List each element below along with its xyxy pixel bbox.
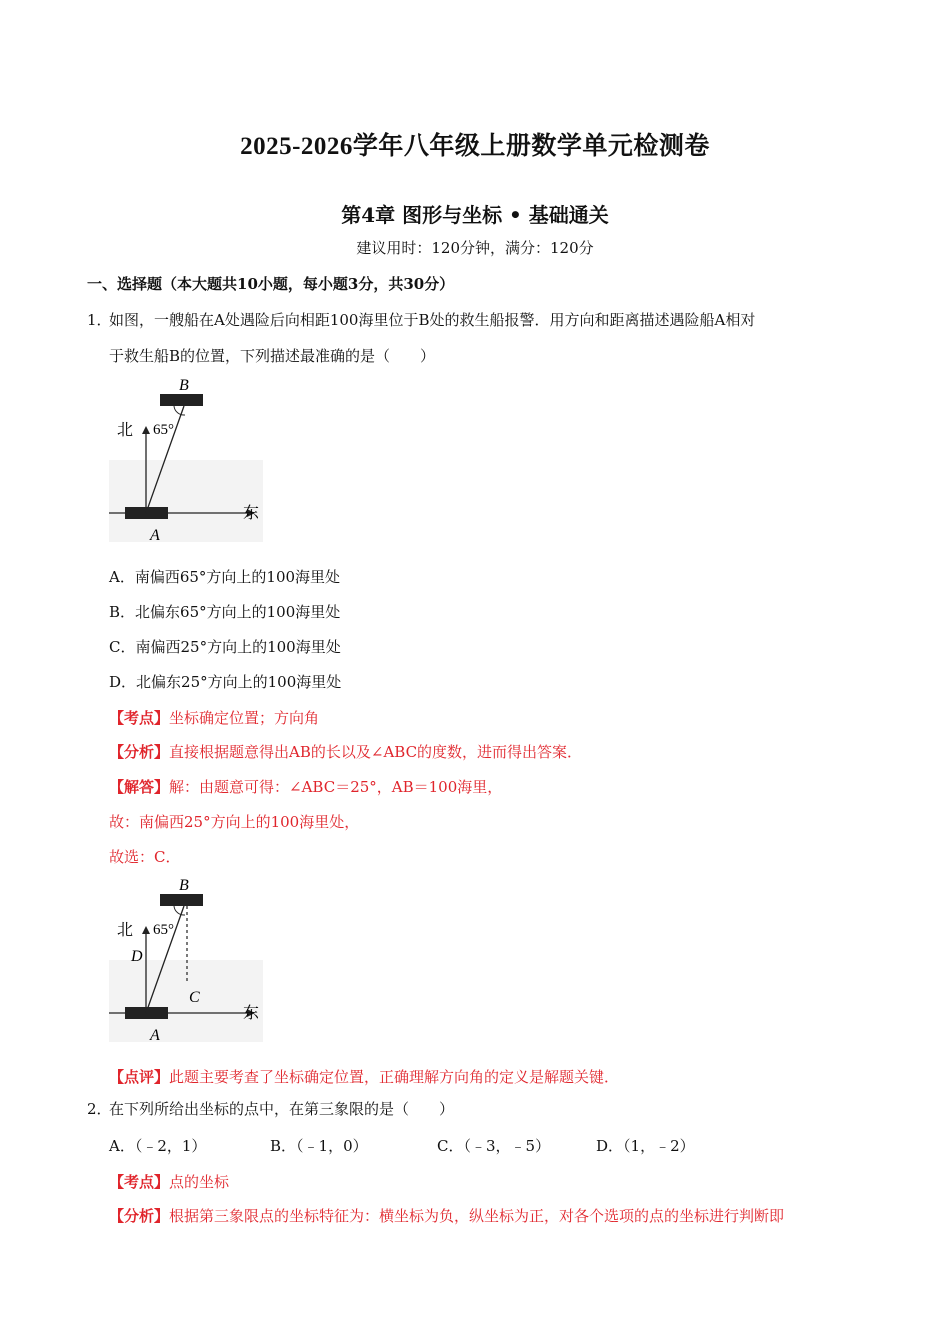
- kaodian-text: 坐标确定位置；方向角: [169, 709, 320, 727]
- question-text-line1: 如图，一艘船在A处遇险后向相距100海里位于B处的救生船报警．用方向和距离描述遇险船A相对: [109, 311, 756, 329]
- ship-b-marker: [160, 394, 203, 406]
- time-info: 建议用时：120分钟，满分：120分: [356, 239, 594, 257]
- q2-kaodian: [109, 1171, 229, 1192]
- fenxi-tag: 【分析】: [109, 743, 170, 761]
- question-text-line2: 于救生船B的位置，下列描述最准确的是（ ）: [109, 347, 436, 365]
- option-b: B．（﹣1，0）: [270, 1137, 368, 1155]
- label-east: 东: [243, 1005, 260, 1022]
- q1-kaodian: [109, 707, 319, 728]
- question-number: 1．: [87, 311, 112, 329]
- q1-dianping: [109, 1066, 619, 1087]
- north-arrowhead: [142, 426, 150, 434]
- label-a: A: [150, 527, 160, 544]
- label-east: 东: [243, 505, 260, 522]
- question-1: [87, 310, 867, 330]
- kaodian-tag: 【考点】: [109, 1173, 170, 1191]
- page-title: 2025-2026学年八年级上册数学单元检测卷: [240, 133, 710, 160]
- figure-ship-direction: [105, 372, 275, 544]
- question-number: 2．: [87, 1100, 112, 1118]
- q1-jieda: [109, 776, 502, 797]
- figure-solution: [105, 872, 275, 1044]
- q1-fenxi: [109, 741, 582, 762]
- option-a: A．南偏西65°方向上的100海里处: [109, 568, 341, 586]
- north-arrowhead: [142, 926, 150, 934]
- figure-background: [109, 960, 263, 1042]
- ship-b-marker: [160, 894, 203, 906]
- kaodian-text: 点的坐标: [169, 1173, 230, 1191]
- label-b: B: [179, 877, 189, 894]
- q2-options-row: [109, 1135, 809, 1157]
- label-angle: 65°: [153, 922, 174, 938]
- question-2: [87, 1099, 867, 1119]
- jieda-tag: 【解答】: [109, 778, 170, 796]
- option-c: C．南偏西25°方向上的100海里处: [109, 638, 341, 656]
- question-text: 在下列所给出坐标的点中，在第三象限的是（ ）: [109, 1100, 455, 1118]
- label-a: A: [150, 1027, 160, 1044]
- jieda-text: 解：由题意可得：∠ABC＝25°，AB＝100海里，: [169, 778, 503, 796]
- figure-background: [109, 460, 263, 542]
- section-heading: 一、选择题（本大题共10小题，每小题3分，共30分）: [87, 275, 455, 293]
- option-d: D．北偏东25°方向上的100海里处: [109, 673, 342, 691]
- kaodian-tag: 【考点】: [109, 709, 170, 727]
- label-north: 北: [117, 422, 134, 439]
- label-north: 北: [117, 922, 134, 939]
- q1-answer: 故选：C．: [109, 848, 181, 866]
- option-b: B．北偏东65°方向上的100海里处: [109, 603, 341, 621]
- q2-fenxi: [109, 1205, 889, 1226]
- q1-conclusion: 故：南偏西25°方向上的100海里处，: [109, 813, 360, 831]
- label-c: C: [189, 989, 200, 1006]
- option-d: D．（1，﹣2）: [596, 1137, 695, 1155]
- dianping-text: 此题主要考查了坐标确定位置，正确理解方向角的定义是解题关键．: [169, 1068, 620, 1086]
- option-c: C．（﹣3，﹣5）: [437, 1137, 551, 1155]
- label-b: B: [179, 377, 189, 394]
- fenxi-tag: 【分析】: [109, 1207, 170, 1225]
- fenxi-text: 根据第三象限点的坐标特征为：横坐标为负，纵坐标为正，对各个选项的点的坐标进行判断即: [169, 1207, 785, 1225]
- dianping-tag: 【点评】: [109, 1068, 170, 1086]
- label-d: D: [131, 948, 143, 965]
- option-a: A．（﹣2，1）: [109, 1137, 207, 1155]
- label-angle: 65°: [153, 422, 174, 438]
- fenxi-text: 直接根据题意得出AB的长以及∠ABC的度数，进而得出答案．: [169, 743, 583, 761]
- chapter-subtitle: 第4章 图形与坐标 • 基础通关: [341, 203, 609, 227]
